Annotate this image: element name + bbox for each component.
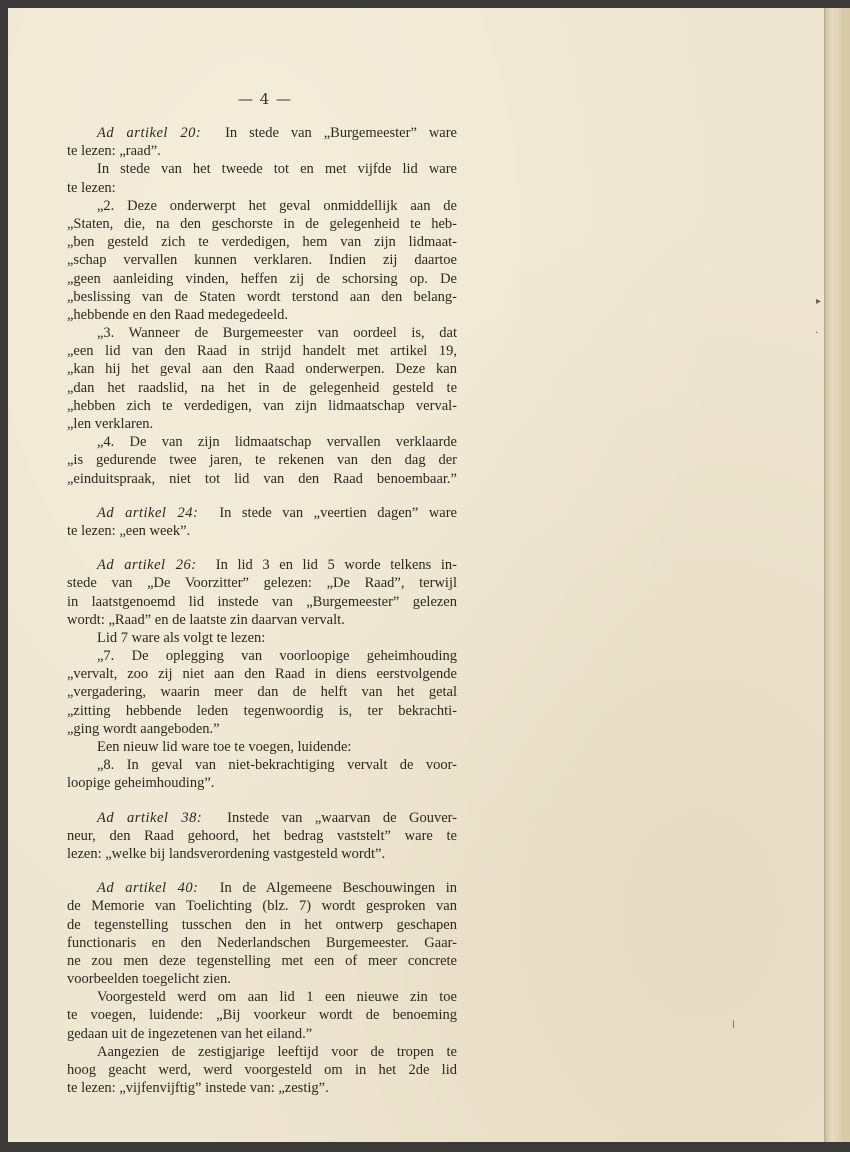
- text-line: loopige geheimhouding”.: [67, 775, 215, 792]
- text-line: In stede van het tweede tot en met vijfde lid ware: [97, 161, 457, 178]
- text-line: „7. De oplegging van voorloopige geheimhouding: [97, 648, 457, 665]
- body-text: [67, 124, 457, 1097]
- text-line: „8. In geval van niet-bekrachtiging vervalt de voor-: [97, 757, 457, 774]
- page-number: — 4 —: [237, 90, 293, 108]
- text-line: „is gedurende twee jaren, te rekenen van den dag der: [67, 452, 457, 469]
- paper-speck: ǀ: [732, 1020, 735, 1031]
- text-line: „ben gesteld zich te verdedigen, hem van zijn lidmaat-: [67, 234, 457, 251]
- text-line: te lezen:: [67, 179, 116, 196]
- text-line: „3. Wanneer de Burgemeester van oordeel is, dat: [97, 325, 457, 342]
- text-line: „schap vervallen kunnen verklaren. Indien zij daartoe: [67, 252, 457, 269]
- text-line: „hebbende en den Raad medegedeeld.: [67, 306, 289, 323]
- text-line: Aangezien de zestigjarige leeftijd voor de tropen te: [97, 1043, 457, 1060]
- text-line: „beslissing van de Staten wordt terstond aan den belang-: [67, 288, 457, 305]
- text-line: „vergadering, waarin meer dan de helft van het getal: [67, 684, 457, 701]
- article-heading: Ad artikel 26:: [97, 557, 197, 574]
- text-line: ne zou men deze tegenstelling met een of meer concrete: [67, 952, 457, 969]
- text-line: Ad artikel 20: In stede van „Burgemeester” ware: [97, 125, 457, 141]
- text-line: lezen: „welke bij landsverordening vastgesteld wordt”.: [67, 845, 386, 862]
- text-line: gedaan uit de ingezetenen van het eiland.”: [67, 1025, 313, 1042]
- paragraph-art24: [67, 504, 457, 540]
- text-line: „4. De van zijn lidmaatschap vervallen verklaarde: [97, 434, 457, 451]
- article-heading: Ad artikel 40:: [97, 880, 199, 897]
- text-line: de Memorie van Toelichting (blz. 7) wordt gesproken van: [67, 898, 457, 915]
- text-line: in laatstgenoemd lid instede van „Burgemeester” gelezen: [67, 593, 457, 610]
- text-line: „2. Deze onderwerpt het geval onmiddellijk aan de: [97, 197, 457, 214]
- article-heading: Ad artikel 38:: [97, 809, 203, 826]
- text-line: Lid 7 ware als volgt te lezen:: [97, 629, 266, 646]
- text-line: „ging wordt aangeboden.”: [67, 720, 220, 737]
- text-line: stede van „De Voorzitter” gelezen: „De Raad”, terwijl: [67, 575, 457, 592]
- article-heading: Ad artikel 24:: [97, 504, 199, 521]
- article-heading: Ad artikel 20:: [97, 125, 202, 141]
- text-line: Een nieuw lid ware toe te voegen, luidende:: [97, 739, 352, 755]
- paragraph-art40: [67, 879, 457, 1097]
- page-edge: [824, 8, 843, 1142]
- page-edge-outer: [842, 8, 850, 1142]
- paragraph-art26: [67, 556, 457, 792]
- text-line: wordt: „Raad” en de laatste zin daarvan vervalt.: [67, 611, 345, 628]
- text-line: „geen aanleiding vinden, heffen zij de schorsing op. De: [67, 270, 457, 287]
- text-line: „dan het raadslid, na het in de gelegenheid gesteld te: [67, 379, 457, 396]
- text-line: voorbeelden toegelicht zien.: [67, 971, 231, 988]
- text-line: Ad artikel 24: In stede van „veertien dagen” ware: [97, 504, 457, 521]
- text-line: te lezen: „een week”.: [67, 522, 191, 539]
- text-line: Ad artikel 26: In lid 3 en lid 5 worde telkens in-: [97, 557, 457, 574]
- text-line: Ad artikel 40: In de Algemeene Beschouwingen in: [97, 880, 457, 897]
- text-line: Voorgesteld werd om aan lid 1 een nieuwe zin toe: [97, 989, 457, 1006]
- text-line: hoog geacht werd, werd voorgesteld om in het 2de lid: [67, 1062, 457, 1078]
- text-line: te lezen: „vijfenvijftig” instede van: „zestig”.: [67, 1080, 329, 1097]
- text-line: Ad artikel 38: Instede van „waarvan de Gouver-: [97, 809, 458, 826]
- text-line: neur, den Raad gehoord, het bedrag vaststelt” ware te: [67, 827, 457, 844]
- text-line: „len verklaren.: [67, 416, 154, 432]
- text-line: de tegenstelling tusschen den in het ontwerp geschapen: [67, 916, 457, 933]
- text-line: „vervalt, zoo zij niet aan den Raad in diens eerstvolgende: [67, 666, 457, 683]
- text-line: te lezen: „raad”.: [67, 143, 161, 160]
- text-line: „einduitspraak, niet tot lid van den Raad benoembaar.”: [67, 470, 457, 487]
- text-line: functionaris en den Nederlandschen Burgemeester. Gaar-: [67, 934, 457, 951]
- text-line: „kan hij het geval aan den Raad onderwerpen. Deze kan: [67, 361, 457, 378]
- paper-speck: ·: [815, 328, 819, 339]
- text-line: „een lid van den Raad in strijd handelt met artikel 19,: [67, 343, 457, 360]
- paragraph-art20: [67, 124, 457, 488]
- text-line: „zitting hebbende leden tegenwoordig is, ter bekrachti-: [67, 702, 457, 719]
- paper-speck: ▸: [816, 296, 822, 307]
- text-line: te voegen, luidende: „Bij voorkeur wordt de benoeming: [67, 1007, 457, 1024]
- paragraph-art38: [67, 809, 457, 864]
- text-line: „Staten, die, na den geschorste in de gelegenheid te heb-: [67, 215, 457, 232]
- text-line: „hebben zich te verdedigen, van zijn lidmaatschap verval-: [67, 397, 457, 414]
